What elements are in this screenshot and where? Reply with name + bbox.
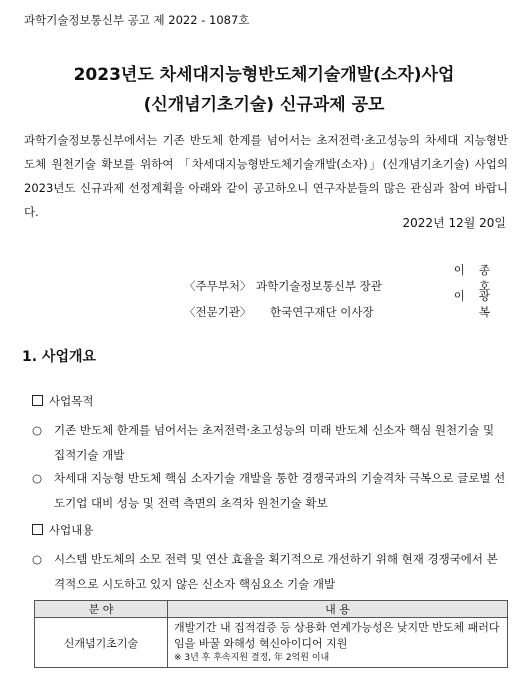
purpose-bullet [32, 418, 508, 468]
checkbox-square-icon [32, 395, 43, 406]
signature-org: 과학기술정보통신부 장관 [256, 279, 382, 293]
table-header-row [35, 601, 508, 618]
program-table [34, 600, 508, 668]
content-bullet [32, 547, 508, 597]
checkbox-square-icon [32, 524, 43, 535]
content-heading [32, 522, 93, 538]
bullet-text: 시스템 반도체의 소모 전력 및 연산 효율을 획기적으로 개선하기 위해 현재 경쟁국에서 본격적으로 시도하고 있지 않은 신소자 핵심요소 기술 개발 [54, 552, 498, 591]
purpose-bullet [32, 466, 508, 516]
bullet-text: 차세대 지능형 반도체 핵심 소자기술 개발을 통한 경쟁국과의 기술격차 극복으로 글로벌 선도기업 대비 성능 및 전력 측면의 초격차 원천기술 확보 [54, 471, 506, 510]
content-note: ※ 3년 후 후속지원 결정, 年 2억원 이내 [174, 653, 330, 663]
purpose-heading [32, 393, 93, 409]
signature-org: 한국연구재단 이사장 [270, 305, 374, 319]
signature-agency [184, 288, 504, 320]
table-row [35, 618, 508, 668]
title-line-2: (신개념기초기술) 신규과제 공모 [143, 95, 385, 115]
section-heading: 1. 사업개요 [22, 349, 97, 365]
signature-role: 〈전문기관〉 [184, 305, 252, 319]
content-text: 개발기간 내 집적검증 등 상용화 연계가능성은 낮지만 반도체 패러다임을 바꿀 와해성 혁신아이디어 지원 [174, 621, 500, 650]
circle-bullet-icon: ○ [32, 552, 43, 566]
signature-role: 〈주무부처〉 [184, 279, 252, 293]
notice-number: 과학기술정보통신부 공고 제 2022 - 1087호 [24, 13, 250, 27]
intro-paragraph [24, 128, 508, 224]
circle-bullet-icon: ○ [32, 471, 43, 485]
title-line-1: 2023년도 차세대지능형반도체기술개발(소자)사업 [73, 65, 455, 85]
purpose-label: 사업목적 [49, 394, 94, 408]
signature-name: 이종호 [453, 263, 504, 293]
signature-name: 이광복 [453, 289, 504, 319]
table-header-content: 내 용 [168, 601, 508, 618]
circle-bullet-icon: ○ [32, 423, 43, 437]
intro-text: 과학기술정보통신부에서는 기존 반도체 한계를 넘어서는 초저전력·초고성능의 차세대 지능형반도체 원천기술 확보를 위하여 「차세대지능형반도체기술개발(소자)」(신개념기초기술) 사업의 2023년도 신규과제 선정계획을 아래와 같이 공고하오니 연구자분들의 많은 관심과 참여 바랍니다. [24, 133, 508, 219]
bullet-text: 기존 반도체 한계를 넘어서는 초저전력·초고성능의 미래 반도체 신소자 핵심 원천기술 및 집적기술 개발 [54, 423, 495, 462]
content-label: 사업내용 [49, 523, 94, 537]
table-header-category: 분 야 [35, 601, 168, 618]
announcement-date: 2022년 12월 20일 [402, 216, 506, 230]
table-cell-content [168, 618, 508, 668]
table-cell-category: 신개념기초기술 [35, 618, 168, 668]
